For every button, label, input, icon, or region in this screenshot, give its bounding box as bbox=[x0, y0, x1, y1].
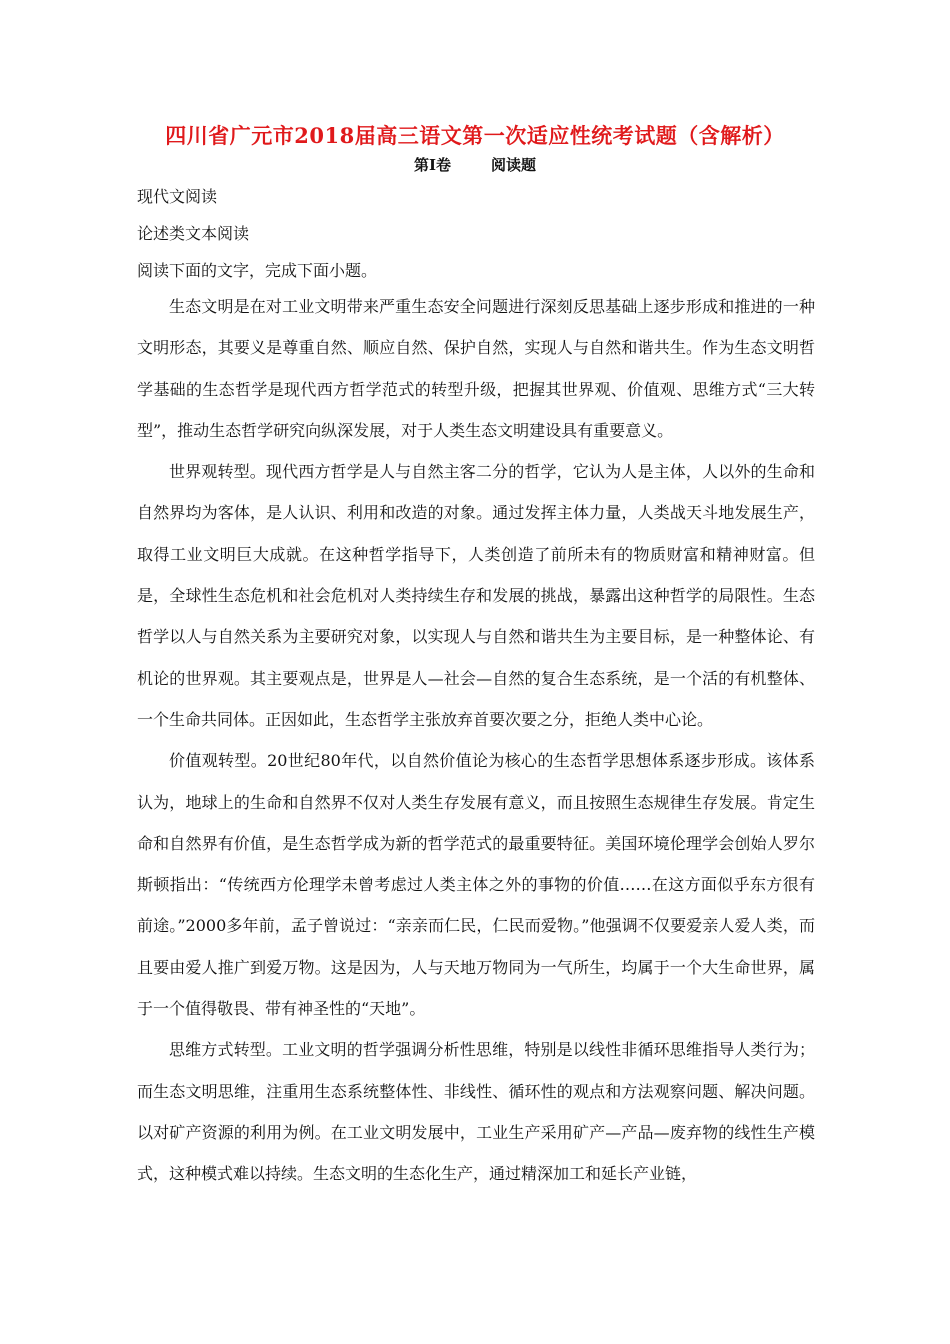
section-volume: 第Ⅰ卷 bbox=[413, 156, 451, 174]
section-heading bbox=[100, 154, 850, 175]
label-instruction: 阅读下面的文字，完成下面小题。 bbox=[137, 261, 378, 280]
document-title: 四川省广元市2018届高三语文第一次适应性统考试题（含解析） bbox=[165, 123, 785, 148]
paragraph-thinking: 思维方式转型。工业文明的哲学强调分析性思维，特别是以线性非循环思维指导人类行为；而生态文明思维，注重用生态系统整体性、非线性、循环性的观点和方法观察问题、解决问题。以对矿产资源的利用为例。在工业文明发展中，工业生产采用矿产—产品—废弃物的线性生产模式，这种模式难以持续。生态文明的生态化生产，通过精深加工和延长产业链， bbox=[137, 1040, 815, 1184]
section-name: 阅读题 bbox=[491, 156, 537, 174]
paragraph-intro: 生态文明是在对工业文明带来严重生态安全问题进行深刻反思基础上逐步形成和推进的一种文明形态，其要义是尊重自然、顺应自然、保护自然，实现人与自然和谐共生。作为生态文明哲学基础的生态哲学是现代西方哲学范式的转型升级，把握其世界观、价值观、思维方式“三大转型”，推动生态哲学研究向纵深发展，对于人类生态文明建设具有重要意义。 bbox=[137, 297, 815, 440]
article-body bbox=[137, 286, 815, 1195]
paragraph-worldview: 世界观转型。现代西方哲学是人与自然主客二分的哲学，它认为人是主体，人以外的生命和自然界均为客体，是人认识、利用和改造的对象。通过发挥主体力量，人类战天斗地发展生产，取得工业文明巨大成就。在这种哲学指导下，人类创造了前所未有的物质财富和精神财富。但是，全球性生态危机和社会危机对人类持续生存和发展的挑战，暴露出这种哲学的局限性。生态哲学以人与自然关系为主要研究对象，以实现人与自然和谐共生为主要目标，是一种整体论、有机论的世界观。其主要观点是，世界是人—社会—自然的复合生态系统，是一个活的有机整体、一个生命共同体。正因如此，生态哲学主张放弃首要次要之分，拒绝人类中心论。 bbox=[137, 462, 815, 729]
label-argumentative-reading: 论述类文本阅读 bbox=[137, 224, 250, 243]
paragraph-values: 价值观转型。20世纪80年代，以自然价值论为核心的生态哲学思想体系逐步形成。该体系认为，地球上的生命和自然界不仅对人类生存发展有意义，而且按照生态规律生存发展。肯定生命和自然界有价值，是生态哲学成为新的哲学范式的最重要特征。美国环境伦理学会创始人罗尔斯顿指出：“传统西方伦理学未曾考虑过人类主体之外的事物的价值……在这方面似乎东方很有前途。”2000多年前，孟子曾说过：“亲亲而仁民，仁民而爱物。”他强调不仅要爱亲人爱人类，而且要由爱人推广到爱万物。这是因为，人与天地万物同为一气所生，均属于一个大生命世界，属于一个值得敬畏、带有神圣性的“天地”。 bbox=[137, 751, 815, 1019]
label-modern-reading: 现代文阅读 bbox=[137, 187, 218, 206]
